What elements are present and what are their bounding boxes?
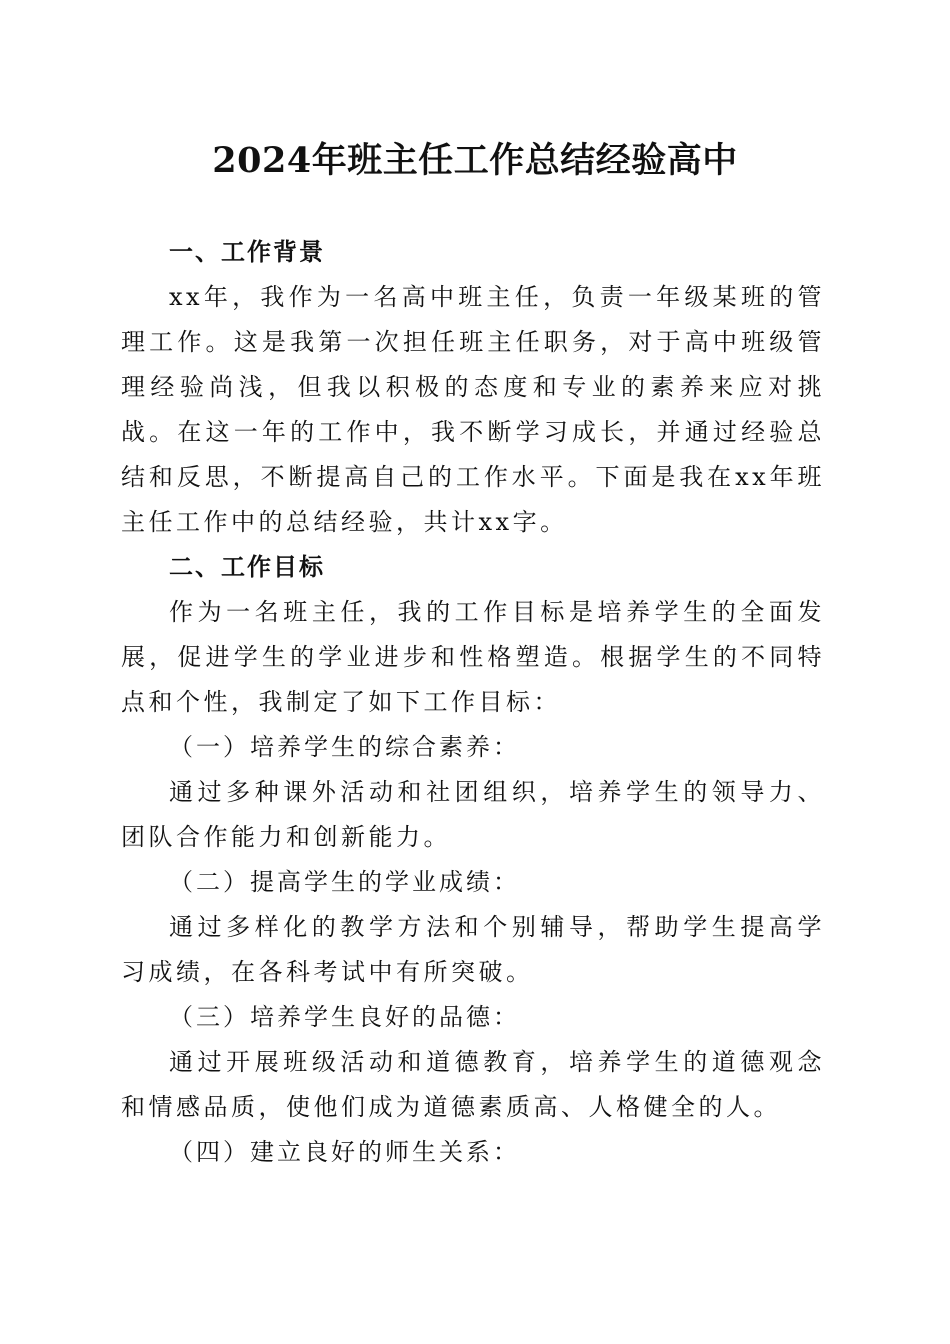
paragraph-comprehensive-quality: 通过多种课外活动和社团组织，培养学生的领导力、团队合作能力和创新能力。 — [121, 778, 825, 851]
subheading-comprehensive-quality: （一）培养学生的综合素养： — [169, 733, 520, 761]
document-title: 2024年班主任工作总结经验高中 — [212, 140, 738, 181]
document-body — [121, 230, 825, 1175]
paragraph-goals-intro: 作为一名班主任，我的工作目标是培养学生的全面发展，促进学生的学业进步和性格塑造。根据学生的不同特点和个性，我制定了如下工作目标： — [121, 598, 825, 716]
section-heading-goals: 二、工作目标 — [169, 553, 325, 581]
paragraph-academic-performance: 通过多样化的教学方法和个别辅导，帮助学生提高学习成绩，在各科考试中有所突破。 — [121, 913, 825, 986]
paragraph-background: xx年，我作为一名高中班主任，负责一年级某班的管理工作。这是我第一次担任班主任职务，对于高中班级管理经验尚浅，但我以积极的态度和专业的素养来应对挑战。在这一年的工作中，我不断学习成长，并通过经验总结和反思，不断提高自己的工作水平。下面是我在xx年班主任工作中的总结经验，共计xx字。 — [121, 283, 825, 536]
section-heading-background: 一、工作背景 — [169, 238, 325, 266]
paragraph-moral-character: 通过开展班级活动和道德教育，培养学生的道德观念和情感品质，使他们成为道德素质高、人格健全的人。 — [121, 1048, 825, 1121]
subheading-academic-performance: （二）提高学生的学业成绩： — [169, 868, 520, 896]
subheading-moral-character: （三）培养学生良好的品德： — [169, 1003, 520, 1031]
subheading-teacher-student-relationship: （四）建立良好的师生关系： — [169, 1138, 520, 1166]
